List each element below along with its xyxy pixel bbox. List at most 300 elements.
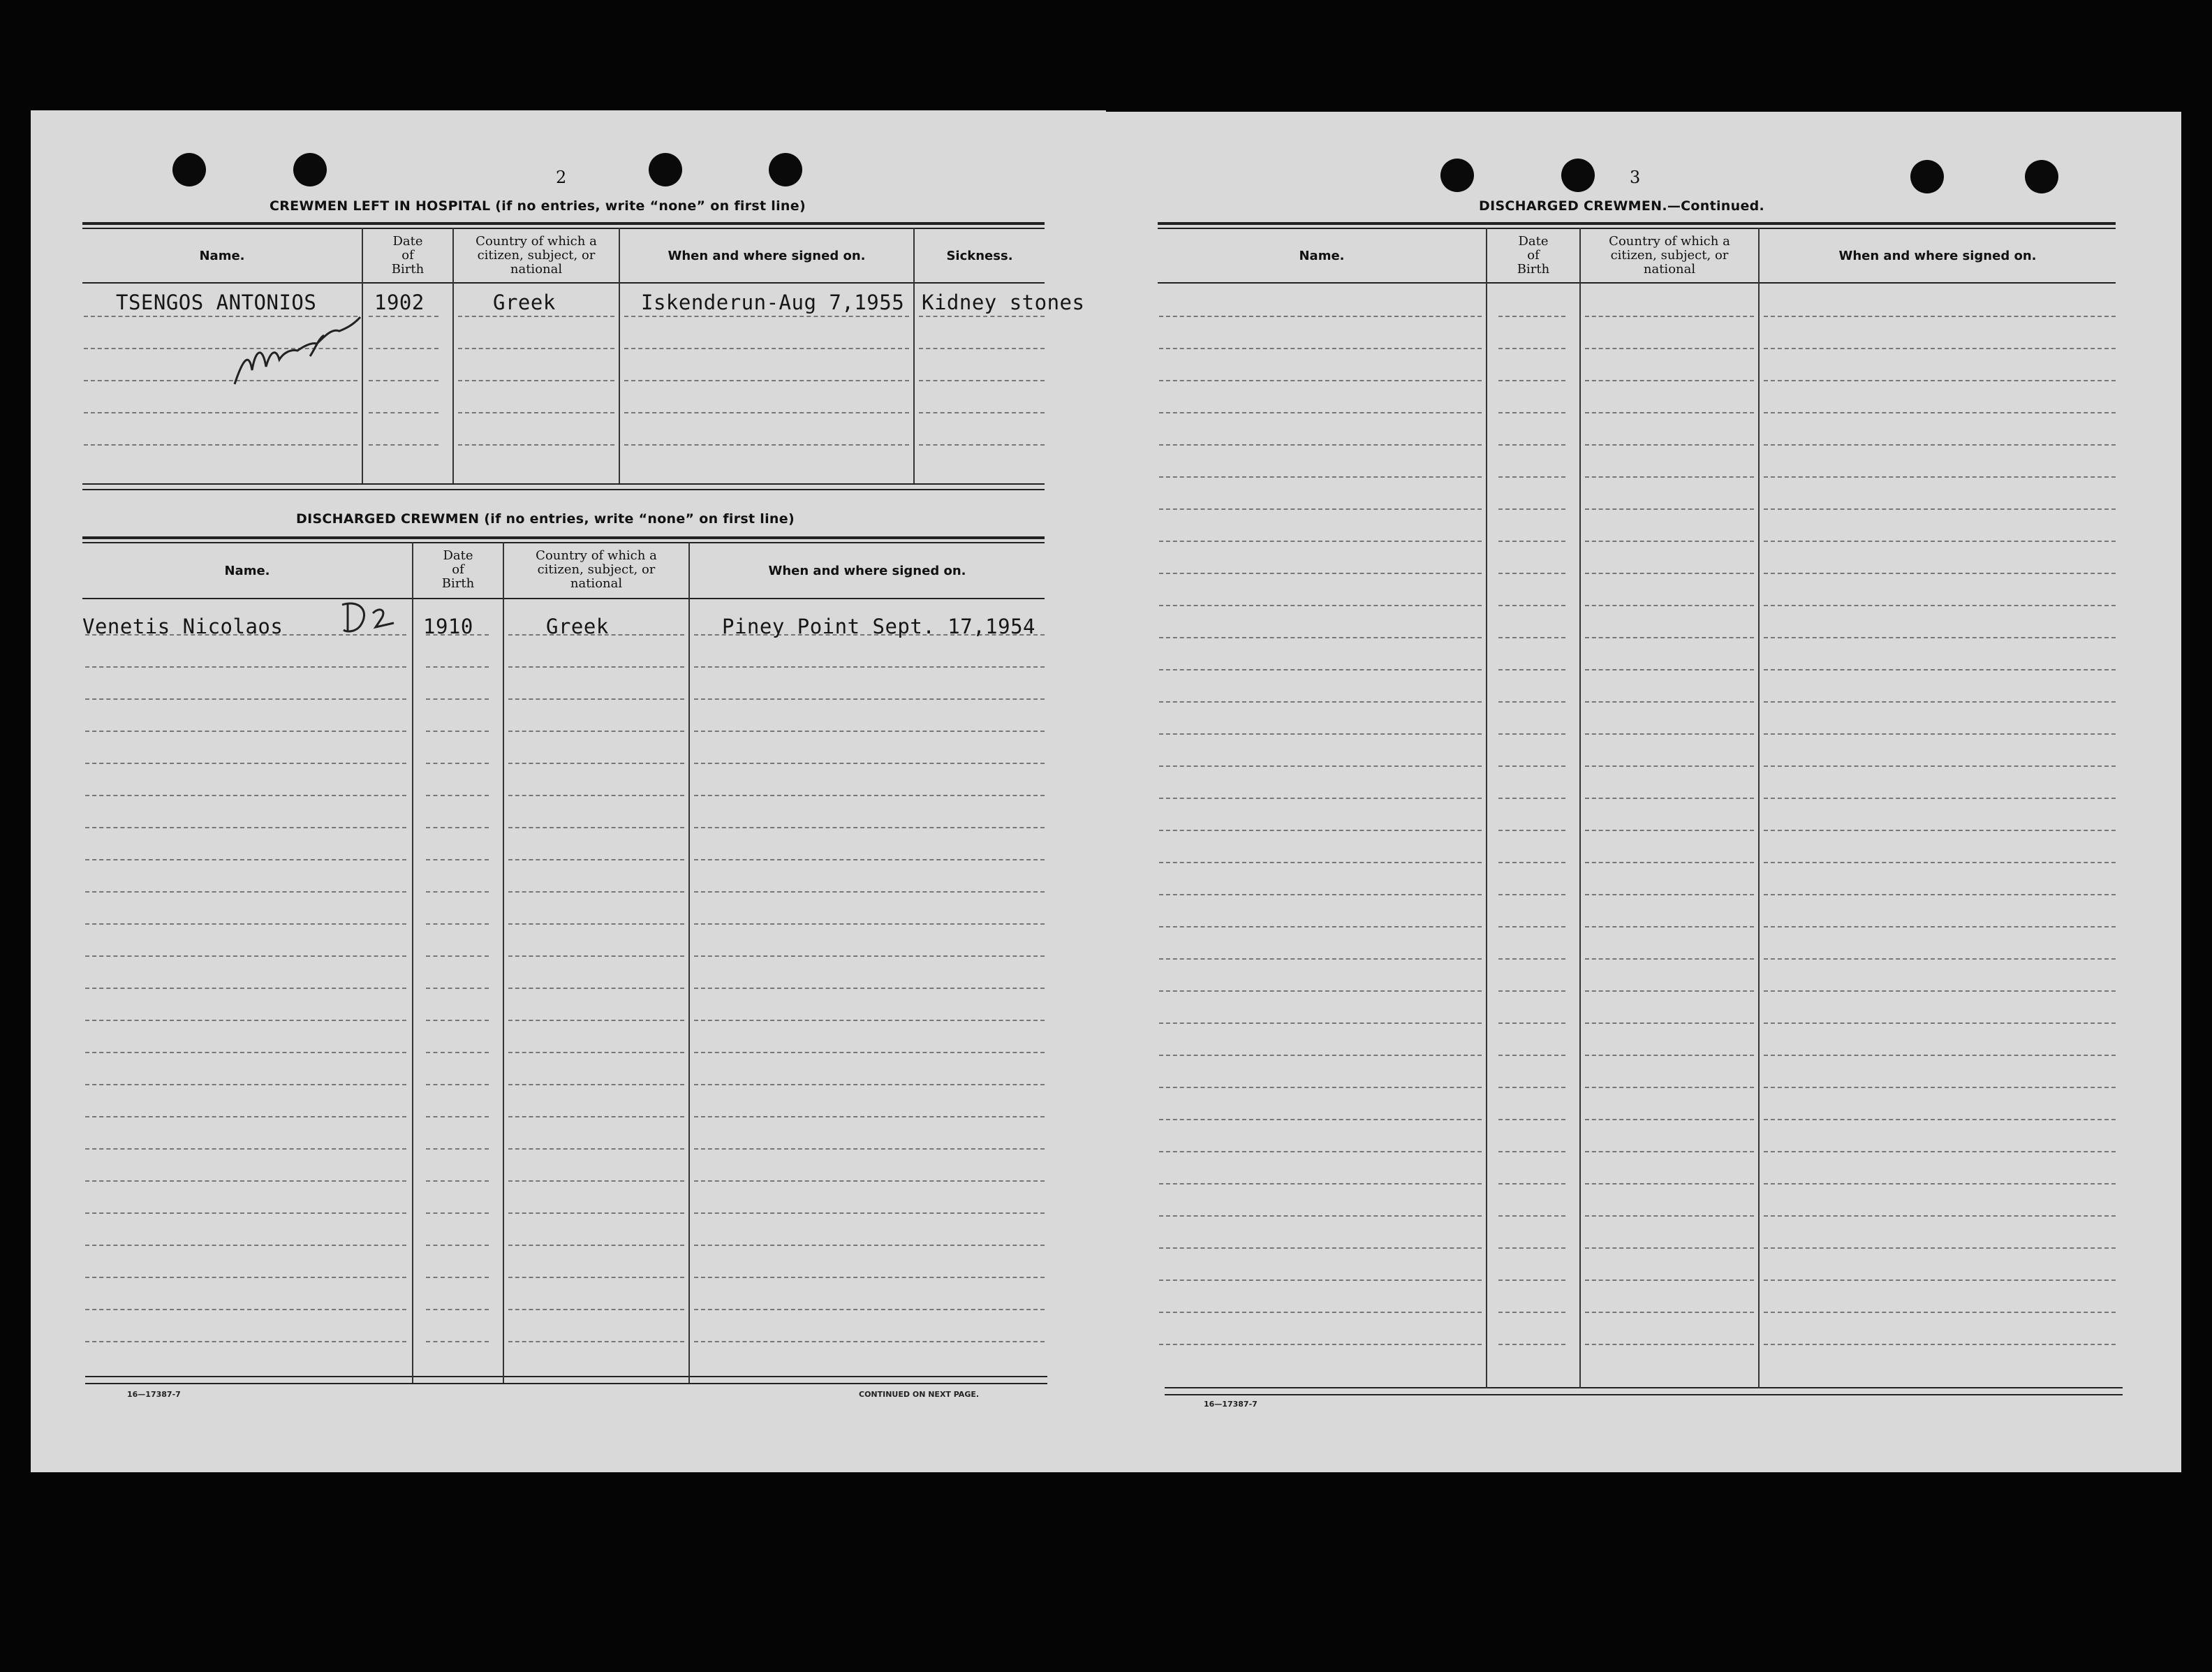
ruled-line [85,698,406,700]
ruled-line [694,988,1045,989]
ruled-line [85,859,406,860]
ruled-line [369,444,438,446]
ruled-line [1764,1151,2116,1152]
left-page [31,110,1106,1472]
ruled-line [1585,444,1754,446]
discharged-header-country: Country of which a citizen, subject, or national [536,548,657,591]
ruled-line [1585,476,1754,478]
ruled-line [508,827,684,828]
right-table-top-rule [1158,222,2116,225]
ruled-line [1764,862,2116,863]
ruled-line [84,412,357,413]
ruled-line [426,1052,489,1053]
ruled-line [458,348,614,349]
ruled-line [426,731,489,732]
ruled-line [1159,1215,1482,1217]
ruled-line [1498,444,1565,446]
ruled-line [1764,765,2116,767]
ruled-line [85,1277,406,1278]
ruled-line [1764,1183,2116,1185]
ruled-line [1585,894,1754,895]
ruled-line [1498,1087,1565,1088]
ruled-line [1764,1119,2116,1120]
discharged-col-divider [503,542,504,1383]
ruled-line [1585,1119,1754,1120]
hospital-row-name: TSENGOS ANTONIOS [116,291,317,314]
ruled-line [1159,605,1482,606]
ruled-line [458,316,614,317]
ruled-line [85,1148,406,1150]
ruled-line [1498,508,1565,510]
ruled-line [1159,348,1482,349]
ruled-line [1585,958,1754,960]
ruled-line [1159,958,1482,960]
ruled-line [85,1341,406,1342]
ruled-line [1498,1183,1565,1185]
ruled-line [694,698,1045,700]
ruled-line [694,1020,1045,1021]
ruled-line [1498,894,1565,895]
ruled-line [426,763,489,764]
ruled-line [1764,733,2116,735]
ruled-line [1764,508,2116,510]
ruled-line [1764,669,2116,670]
form-code: 16—17387-7 [127,1390,181,1399]
ruled-line [1585,316,1754,317]
ruled-line [1159,894,1482,895]
ruled-line [426,1277,489,1278]
hospital-header-rule [82,282,1045,284]
ruled-line [1585,862,1754,863]
punch-hole [1561,159,1595,192]
ruled-line [1498,1151,1565,1152]
ruled-line [458,444,614,446]
form-code: 16—17387-7 [1204,1400,1258,1409]
ruled-line [694,1116,1045,1117]
ruled-line [426,1341,489,1342]
right-col-divider [1579,228,1581,1388]
ruled-line [1498,990,1565,992]
discharged-header-dob: Date of Birth [441,548,475,591]
ruled-line [426,923,489,925]
punch-hole [2025,160,2058,193]
right-header-dob: Date of Birth [1517,234,1550,277]
ruled-line [508,891,684,893]
ruled-line [1498,316,1565,317]
ruled-line [1764,958,2116,960]
ruled-line [426,1084,489,1085]
right-bottom-rule [1165,1387,2123,1388]
ruled-line [1585,733,1754,735]
handwritten-initials [339,598,402,640]
ruled-line [694,1341,1045,1342]
ruled-line [694,1309,1045,1310]
ruled-line [369,348,438,349]
page-number: 3 [1630,168,1641,187]
hospital-bottom-rule [82,483,1045,485]
ruled-line [1498,380,1565,381]
discharged-table-top-rule-2 [82,542,1045,543]
ruled-line [1159,1022,1482,1024]
hospital-bottom-rule-2 [82,489,1045,490]
ruled-line [426,666,489,668]
ruled-line [85,1084,406,1085]
ruled-line [458,412,614,413]
ruled-line [1498,669,1565,670]
ruled-line [624,444,909,446]
ruled-line [624,316,909,317]
discharged-section-title: DISCHARGED CREWMEN (if no entries, write “none” on first line) [296,511,795,527]
handwritten-annotation [228,307,367,391]
ruled-line [1585,701,1754,703]
ruled-line [1764,541,2116,542]
discharged-row-signed: Piney Point Sept. 17,1954 [722,615,1035,638]
ruled-line [426,859,489,860]
ruled-line [508,1277,684,1278]
ruled-line [508,1052,684,1053]
hospital-row-signed: Iskenderun-Aug 7,1955 [641,291,905,314]
ruled-line [1764,701,2116,703]
ruled-line [508,1245,684,1246]
ruled-line [1159,573,1482,574]
ruled-line [426,891,489,893]
ruled-line [1764,476,2116,478]
ruled-line [1764,348,2116,349]
ruled-line [1764,573,2116,574]
ruled-line [1764,830,2116,831]
ruled-line [508,1341,684,1342]
ruled-line [1498,1119,1565,1120]
ruled-line [1585,573,1754,574]
ruled-line [1764,1215,2116,1217]
ruled-line [694,1180,1045,1182]
ruled-line [426,1212,489,1214]
ruled-line [426,1180,489,1182]
hospital-col-divider [619,228,620,483]
punch-hole [1910,160,1944,193]
ruled-line [1159,733,1482,735]
ruled-line [85,1116,406,1117]
right-header-country: Country of which a citizen, subject, or national [1609,234,1730,277]
ruled-line [508,1116,684,1117]
ruled-line [426,795,489,796]
ruled-line [1498,348,1565,349]
ruled-line [694,1245,1045,1246]
ruled-line [1585,1151,1754,1152]
ruled-line [1498,1022,1565,1024]
hospital-table-top-rule-2 [82,228,1045,229]
ruled-line [426,1245,489,1246]
ruled-line [85,731,406,732]
ruled-line [1498,476,1565,478]
hospital-row-sickness: Kidney stones [922,291,1085,314]
ruled-line [85,955,406,957]
ruled-line [508,763,684,764]
ruled-line [85,988,406,989]
ruled-line [426,955,489,957]
discharged-row-name: Venetis Nicolaos [82,615,283,638]
ruled-line [85,923,406,925]
ruled-line [694,795,1045,796]
ruled-line [1159,1344,1482,1345]
ruled-line [85,1020,406,1021]
punch-hole [293,153,327,186]
discharged-bottom-rule-2 [85,1383,1047,1384]
discharged-bottom-rule [85,1376,1047,1377]
ruled-line [694,923,1045,925]
discharged-row-dob: 1910 [423,615,473,638]
ruled-line [1498,1279,1565,1281]
ruled-line [369,316,438,317]
ruled-line [508,698,684,700]
ruled-line [1159,380,1482,381]
ruled-line [694,1277,1045,1278]
ruled-line [919,444,1045,446]
ruled-line [1764,380,2116,381]
ruled-line [694,1148,1045,1150]
ruled-line [1498,541,1565,542]
ruled-line [694,1084,1045,1085]
ruled-line [1585,1055,1754,1056]
hospital-header-dob: Date of Birth [391,234,425,277]
punch-hole [172,153,206,186]
right-header-rule [1158,282,2116,284]
hospital-header-sickness: Sickness. [946,249,1013,263]
hospital-col-divider [913,228,915,483]
ruled-line [1764,798,2116,799]
ruled-line [1498,1247,1565,1249]
right-bottom-rule-2 [1165,1394,2123,1395]
ruled-line [1159,476,1482,478]
ruled-line [508,1180,684,1182]
ruled-line [694,955,1045,957]
ruled-line [1585,508,1754,510]
ruled-line [426,1020,489,1021]
ruled-line [1498,926,1565,927]
ruled-line [508,988,684,989]
ruled-line [1585,830,1754,831]
ruled-line [1585,1344,1754,1345]
hospital-table-top-rule [82,222,1045,225]
right-header-signed: When and where signed on. [1838,249,2037,263]
continued-note: CONTINUED ON NEXT PAGE. [859,1390,980,1399]
ruled-line [1159,862,1482,863]
punch-hole [1440,159,1474,192]
ruled-line [1159,508,1482,510]
ruled-line [919,380,1045,381]
ruled-line [1159,444,1482,446]
hospital-header-country: Country of which a citizen, subject, or national [475,234,597,277]
ruled-line [1498,862,1565,863]
ruled-line [1764,1312,2116,1313]
ruled-line [1159,1119,1482,1120]
hospital-header-name: Name. [199,249,245,263]
right-section-title: DISCHARGED CREWMEN.—Continued. [1479,198,1765,214]
ruled-line [508,1084,684,1085]
ruled-line [426,1309,489,1310]
discharged-header-rule [82,598,1045,599]
ruled-line [1498,765,1565,767]
ruled-line [1764,1022,2116,1024]
ruled-line [1159,541,1482,542]
ruled-line [508,1148,684,1150]
ruled-line [1585,990,1754,992]
ruled-line [1764,1247,2116,1249]
ruled-line [1585,1247,1754,1249]
ruled-line [1498,830,1565,831]
ruled-line [426,827,489,828]
discharged-header-signed: When and where signed on. [768,564,966,578]
ruled-line [508,923,684,925]
discharged-header-name: Name. [224,564,270,578]
ruled-line [1764,1279,2116,1281]
ruled-line [919,348,1045,349]
ruled-line [1159,926,1482,927]
ruled-line [1585,412,1754,413]
ruled-line [694,763,1045,764]
ruled-line [1498,637,1565,638]
ruled-line [919,316,1045,317]
discharged-col-divider [412,542,413,1383]
ruled-line [1498,1055,1565,1056]
ruled-line [85,1245,406,1246]
ruled-line [508,1020,684,1021]
ruled-line [84,444,357,446]
hospital-header-signed: When and where signed on. [668,249,866,263]
punch-hole [649,153,682,186]
hospital-row-dob: 1902 [374,291,425,314]
ruled-line [1585,1022,1754,1024]
ruled-line [1585,1312,1754,1313]
ruled-line [1764,316,2116,317]
ruled-line [1585,669,1754,670]
ruled-line [1764,894,2116,895]
ruled-line [508,859,684,860]
ruled-line [919,412,1045,413]
ruled-line [1585,798,1754,799]
ruled-line [1585,348,1754,349]
ruled-line [1498,701,1565,703]
ruled-line [1159,830,1482,831]
ruled-line [1764,1055,2116,1056]
ruled-line [1585,637,1754,638]
ruled-line [624,348,909,349]
right-table-top-rule-2 [1158,228,2116,229]
ruled-line [1764,990,2116,992]
ruled-line [1159,1055,1482,1056]
ruled-line [694,731,1045,732]
ruled-line [85,1309,406,1310]
ruled-line [85,795,406,796]
ruled-line [85,827,406,828]
ruled-line [85,891,406,893]
ruled-line [1159,1279,1482,1281]
ruled-line [508,1309,684,1310]
ruled-line [1498,412,1565,413]
ruled-line [1498,798,1565,799]
ruled-line [85,666,406,668]
ruled-line [426,698,489,700]
ruled-line [1498,733,1565,735]
ruled-line [694,1212,1045,1214]
ruled-line [1498,605,1565,606]
ruled-line [1498,573,1565,574]
right-header-name: Name. [1299,249,1345,263]
ruled-line [508,666,684,668]
ruled-line [508,731,684,732]
ruled-line [1159,669,1482,670]
ruled-line [1585,765,1754,767]
ruled-line [1498,1344,1565,1345]
ruled-line [426,988,489,989]
ruled-line [1498,958,1565,960]
ruled-line [508,1212,684,1214]
ruled-line [369,412,438,413]
hospital-section-title: CREWMEN LEFT IN HOSPITAL (if no entries, write “none” on first line) [270,198,806,214]
ruled-line [1159,316,1482,317]
ruled-line [85,1180,406,1182]
ruled-line [694,827,1045,828]
ruled-line [1764,412,2116,413]
ruled-line [1159,1247,1482,1249]
ruled-line [85,763,406,764]
ruled-line [1159,1312,1482,1313]
ruled-line [1764,1087,2116,1088]
page-number: 2 [556,168,567,187]
ruled-line [1159,990,1482,992]
ruled-line [1159,412,1482,413]
right-col-divider [1486,228,1487,1388]
ruled-line [1585,541,1754,542]
ruled-line [1498,1215,1565,1217]
discharged-table-top-rule [82,536,1045,539]
ruled-line [1585,1279,1754,1281]
ruled-line [624,412,909,413]
ruled-line [1159,701,1482,703]
ruled-line [426,1116,489,1117]
ruled-line [1585,380,1754,381]
ruled-line [1159,798,1482,799]
ruled-line [508,955,684,957]
ruled-line [1159,1151,1482,1152]
ruled-line [694,891,1045,893]
ruled-line [694,666,1045,668]
discharged-row-country: Greek [546,615,609,638]
ruled-line [1764,637,2116,638]
ruled-line [1764,1344,2116,1345]
ruled-line [1498,1312,1565,1313]
ruled-line [1764,605,2116,606]
ruled-line [1585,926,1754,927]
ruled-line [508,795,684,796]
ruled-line [1159,1183,1482,1185]
ruled-line [694,859,1045,860]
ruled-line [1159,765,1482,767]
discharged-col-divider [688,542,690,1383]
ruled-line [1159,637,1482,638]
ruled-line [85,1052,406,1053]
ruled-line [694,1052,1045,1053]
ruled-line [1585,1215,1754,1217]
ruled-line [1764,444,2116,446]
ruled-line [85,1212,406,1214]
punch-hole [769,153,802,186]
ruled-line [1585,605,1754,606]
hospital-row-country: Greek [493,291,556,314]
ruled-line [458,380,614,381]
ruled-line [1585,1183,1754,1185]
ruled-line [369,380,438,381]
